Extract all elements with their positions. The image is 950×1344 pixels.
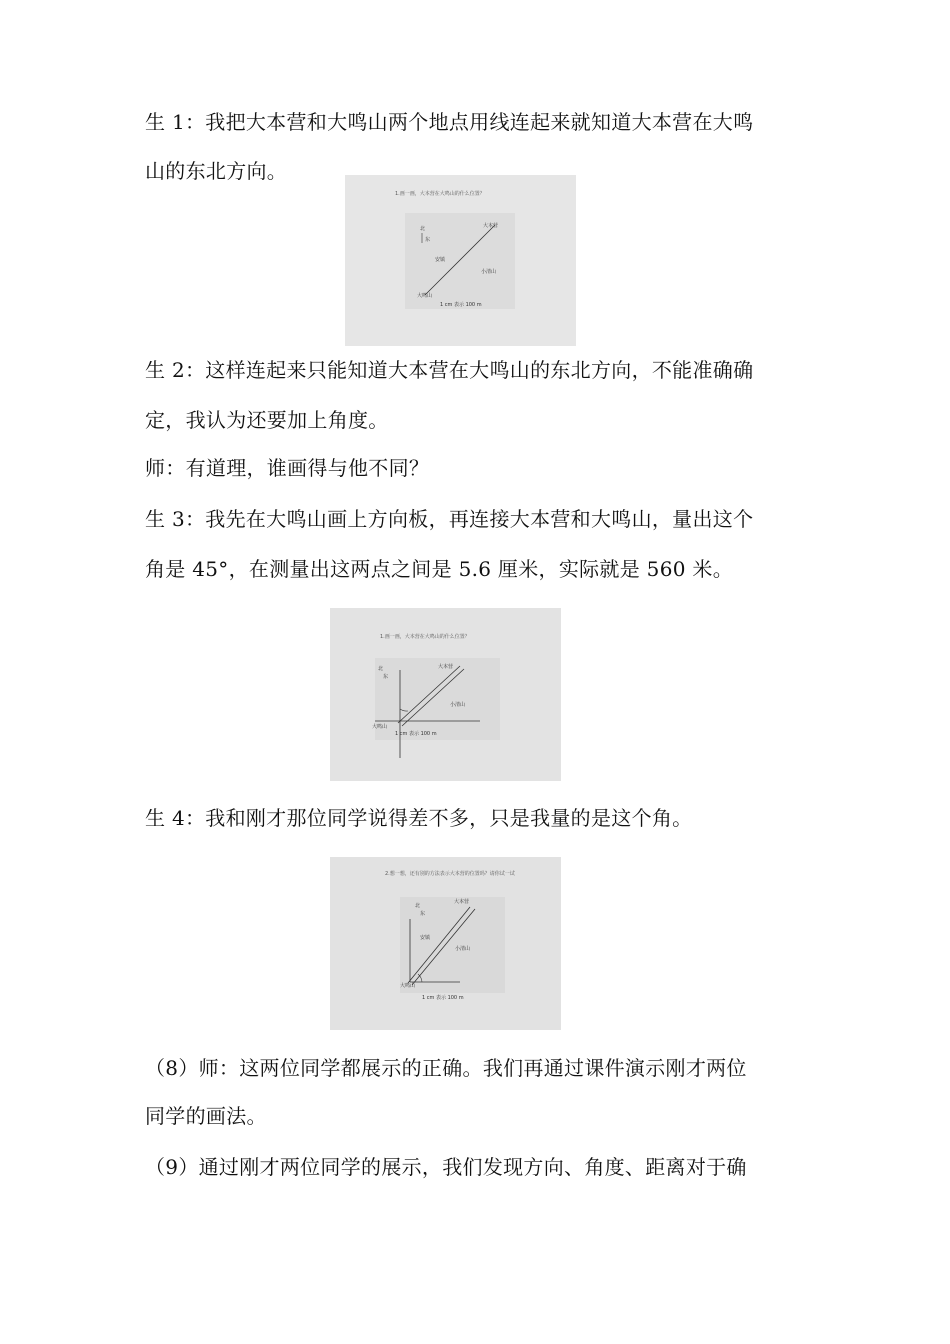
worksheet-photo-3 <box>330 857 561 1030</box>
paragraph-line-8: 生 4：我和刚才那位同学说得差不多，只是我量的是这个角。 <box>145 806 693 830</box>
photo-3-village: 安镇 <box>420 935 431 941</box>
photo-3-north: 北 <box>415 903 421 909</box>
photo-1-east: 东 <box>425 237 431 243</box>
paragraph-line-3: 生 2：这样连起来只能知道大本营在大鸣山的东北方向，不能准确确 <box>145 358 754 382</box>
photo-1-village: 安镇 <box>435 257 446 263</box>
paragraph-line-10: 同学的画法。 <box>145 1104 267 1128</box>
paragraph-line-4: 定，我认为还要加上角度。 <box>145 408 389 432</box>
paragraph-line-6: 生 3：我先在大鸣山画上方向板，再连接大本营和大鸣山，量出这个 <box>145 507 754 531</box>
worksheet-photo-2 <box>330 608 561 781</box>
photo-3-question: 2.想一想，还有别的方法表示大本营的位置吗？请你试一试 <box>385 871 515 877</box>
photo-3-mountain: 大鸣山 <box>400 983 416 989</box>
worksheet-photo-1 <box>345 175 576 346</box>
photo-3-scale: 1 cm 表示 100 m <box>422 995 464 1001</box>
paragraph-line-2: 山的东北方向。 <box>145 159 288 183</box>
paragraph-line-9: （8）师：这两位同学都展示的正确。我们再通过课件演示刚才两位 <box>145 1056 747 1080</box>
paragraph-line-1: 生 1：我把大本营和大鸣山两个地点用线连起来就知道大本营在大鸣 <box>145 110 754 134</box>
photo-1-scale: 1 cm 表示 100 m <box>440 302 482 308</box>
photo-1-north: 北 <box>420 226 426 232</box>
photo-3-camp: 大本营 <box>454 899 470 905</box>
photo-3-hill: 小清山 <box>455 946 471 952</box>
paragraph-line-11: （9）通过刚才两位同学的展示，我们发现方向、角度、距离对于确 <box>145 1155 747 1179</box>
photo-2-question: 1.画一画，大本营在大鸣山的什么位置？ <box>380 634 470 640</box>
photo-2-east: 东 <box>383 674 389 680</box>
photo-2-scale: 1 cm 表示 100 m <box>395 731 437 737</box>
photo-2-camp: 大本营 <box>438 664 454 670</box>
photo-1-hill: 小清山 <box>481 269 497 275</box>
photo-2-hill: 小清山 <box>450 702 466 708</box>
photo-2-north: 北 <box>378 666 384 672</box>
paragraph-line-5: 师：有道理，谁画得与他不同？ <box>145 456 430 480</box>
photo-1-camp: 大本营 <box>483 223 499 229</box>
photo-2-mountain: 大鸣山 <box>372 724 388 730</box>
photo-1-question: 1.画一画，大本营在大鸣山的什么位置？ <box>395 191 485 197</box>
photo-3-east: 东 <box>420 911 426 917</box>
photo-1-mountain: 大鸣山 <box>417 293 433 299</box>
paragraph-line-7: 角是 45°，在测量出这两点之间是 5.6 厘米，实际就是 560 米。 <box>145 557 734 581</box>
